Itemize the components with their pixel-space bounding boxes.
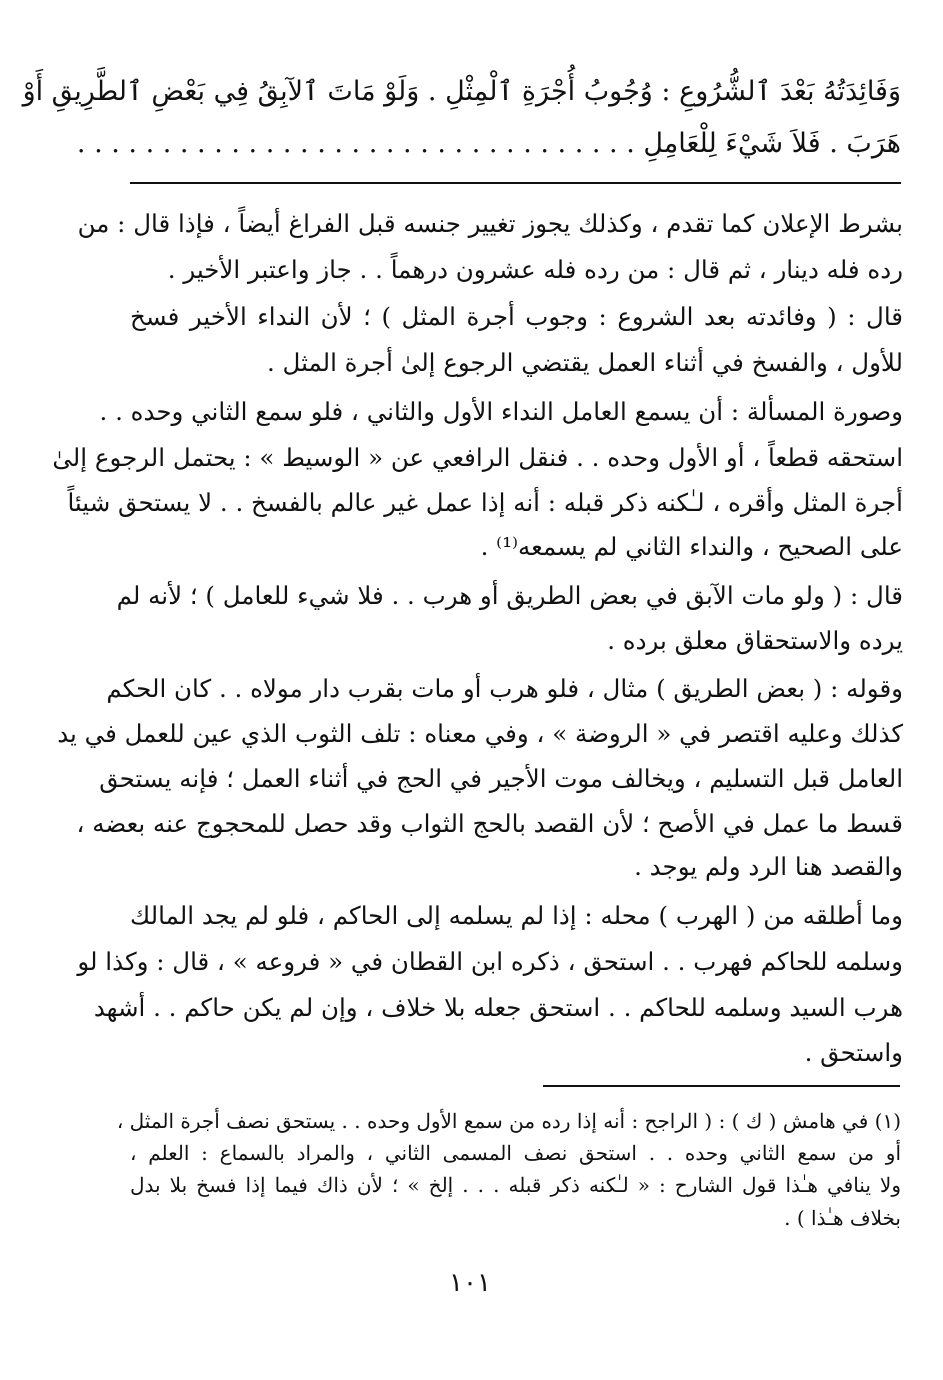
footnote-line-2: أو من سمع الثاني وحده . . استحق نصف المسمى الثاني ، والمراد بالسماع : العلم ، (130, 1141, 901, 1165)
sharh-line-6: استحقه قطعاً ، أو الأول وحده . . فنقل الرافعي عن « الوسيط » : يحتمل الرجوع إلىٰ (52, 443, 903, 472)
sharh-line-7: أجرة المثل وأقره ، لـٰكنه ذكر قبله : أنه إذا عمل غير عالم بالفسخ . . لا يستحق شيئاً (67, 488, 903, 517)
matn-separator-rule (130, 182, 901, 184)
matn-line-1: وَفَائِدَتُهُ بَعْدَ ٱلشُّرُوعِ : وُجُوبُ أُجْرَةِ ٱلْمِثْلِ . وَلَوْ مَاتَ ٱلآبِقُ فِي بَعْضِ ٱلطَّرِيقِ أَوْ (22, 76, 901, 107)
sharh-line-18: هرب السيد وسلمه للحاكم . . استحق جعله بلا خلاف ، وإن لم يكن حاكم . . أشهد (93, 993, 903, 1022)
sharh-line-15: والقصد هنا الرد ولم يوجد . (634, 852, 903, 881)
sharh-line-14: قسط ما عمل في الأصح ؛ لأن القصد بالحج الثواب وقد حصل للمحجوج عنه بعضه ، (76, 809, 903, 838)
footnote-separator-rule (543, 1085, 900, 1087)
sharh-line-16: وما أطلقه من ( الهرب ) محله : إذا لم يسلمه إلى الحاكم ، فلو لم يجد المالك (130, 901, 903, 930)
sharh-line-12: كذلك وعليه اقتصر في « الروضة » ، وفي معناه : تلف الثوب الذي عين للعمل في يد (57, 719, 903, 748)
sharh-line-1: بشرط الإعلان كما تقدم ، وكذلك يجوز تغيير جنسه قبل الفراغ أيضاً ، فإذا قال : من (77, 209, 903, 238)
sharh-line-2: رده فله دينار ، ثم قال : من رده فله عشرون درهماً . . جاز واعتبر الأخير . (167, 255, 903, 284)
sharh-line-11: وقوله : ( بعض الطريق ) مثال ، فلو هرب أو مات بقرب دار مولاه . . كان الحكم (106, 674, 903, 703)
page-number: ١٠١ (449, 1268, 491, 1298)
matn-line-2: هَرَبَ . فَلاَ شَيْءَ لِلْعَامِلِ . . . . . . . . . . . . . . . . . . . . . . . . . . . . . . . . . (76, 128, 901, 159)
sharh-line-9: قال : ( ولو مات الآبق في بعض الطريق أو هرب . . فلا شيء للعامل ) ؛ لأنه لم (116, 581, 903, 610)
sharh-line-19: واستحق . (804, 1038, 903, 1067)
sharh-line-5: وصورة المسألة : أن يسمع العامل النداء الأول والثاني ، فلو سمع الثاني وحده . . (99, 397, 903, 426)
sharh-line-13: العامل قبل التسليم ، ويخالف موت الأجير في الحج في أثناء العمل ؛ فإنه يستحق (99, 764, 903, 793)
footnote-line-4: بخلاف هـٰذا ) . (784, 1206, 901, 1230)
sharh-line-10: يرده والاستحقاق معلق برده . (607, 626, 903, 655)
sharh-line-8: على الصحيح ، والنداء الثاني لم يسمعه⁽¹⁾ . (480, 532, 903, 561)
sharh-line-3: قال : ( وفائدته بعد الشروع : وجوب أجرة المثل ) ؛ لأن النداء الأخير فسخ (130, 302, 903, 331)
footnote-line-1: (١) في هامش ( ك ) : ( الراجح : أنه إذا رده من سمع الأول وحده . . يستحق نصف أجرة المثل ، (116, 1109, 901, 1133)
footnote-line-3: ولا ينافي هـٰذا قول الشارح : « لـٰكنه ذكر قبله . . . إلخ » ؛ لأن ذاك فيما إذا فسخ بلا بدل (130, 1173, 901, 1197)
sharh-line-17: وسلمه للحاكم فهرب . . استحق ، ذكره ابن القطان في « فروعه » ، قال : وكذا لو (77, 947, 903, 976)
sharh-line-4: للأول ، والفسخ في أثناء العمل يقتضي الرجوع إلىٰ أجرة المثل . (266, 348, 903, 377)
